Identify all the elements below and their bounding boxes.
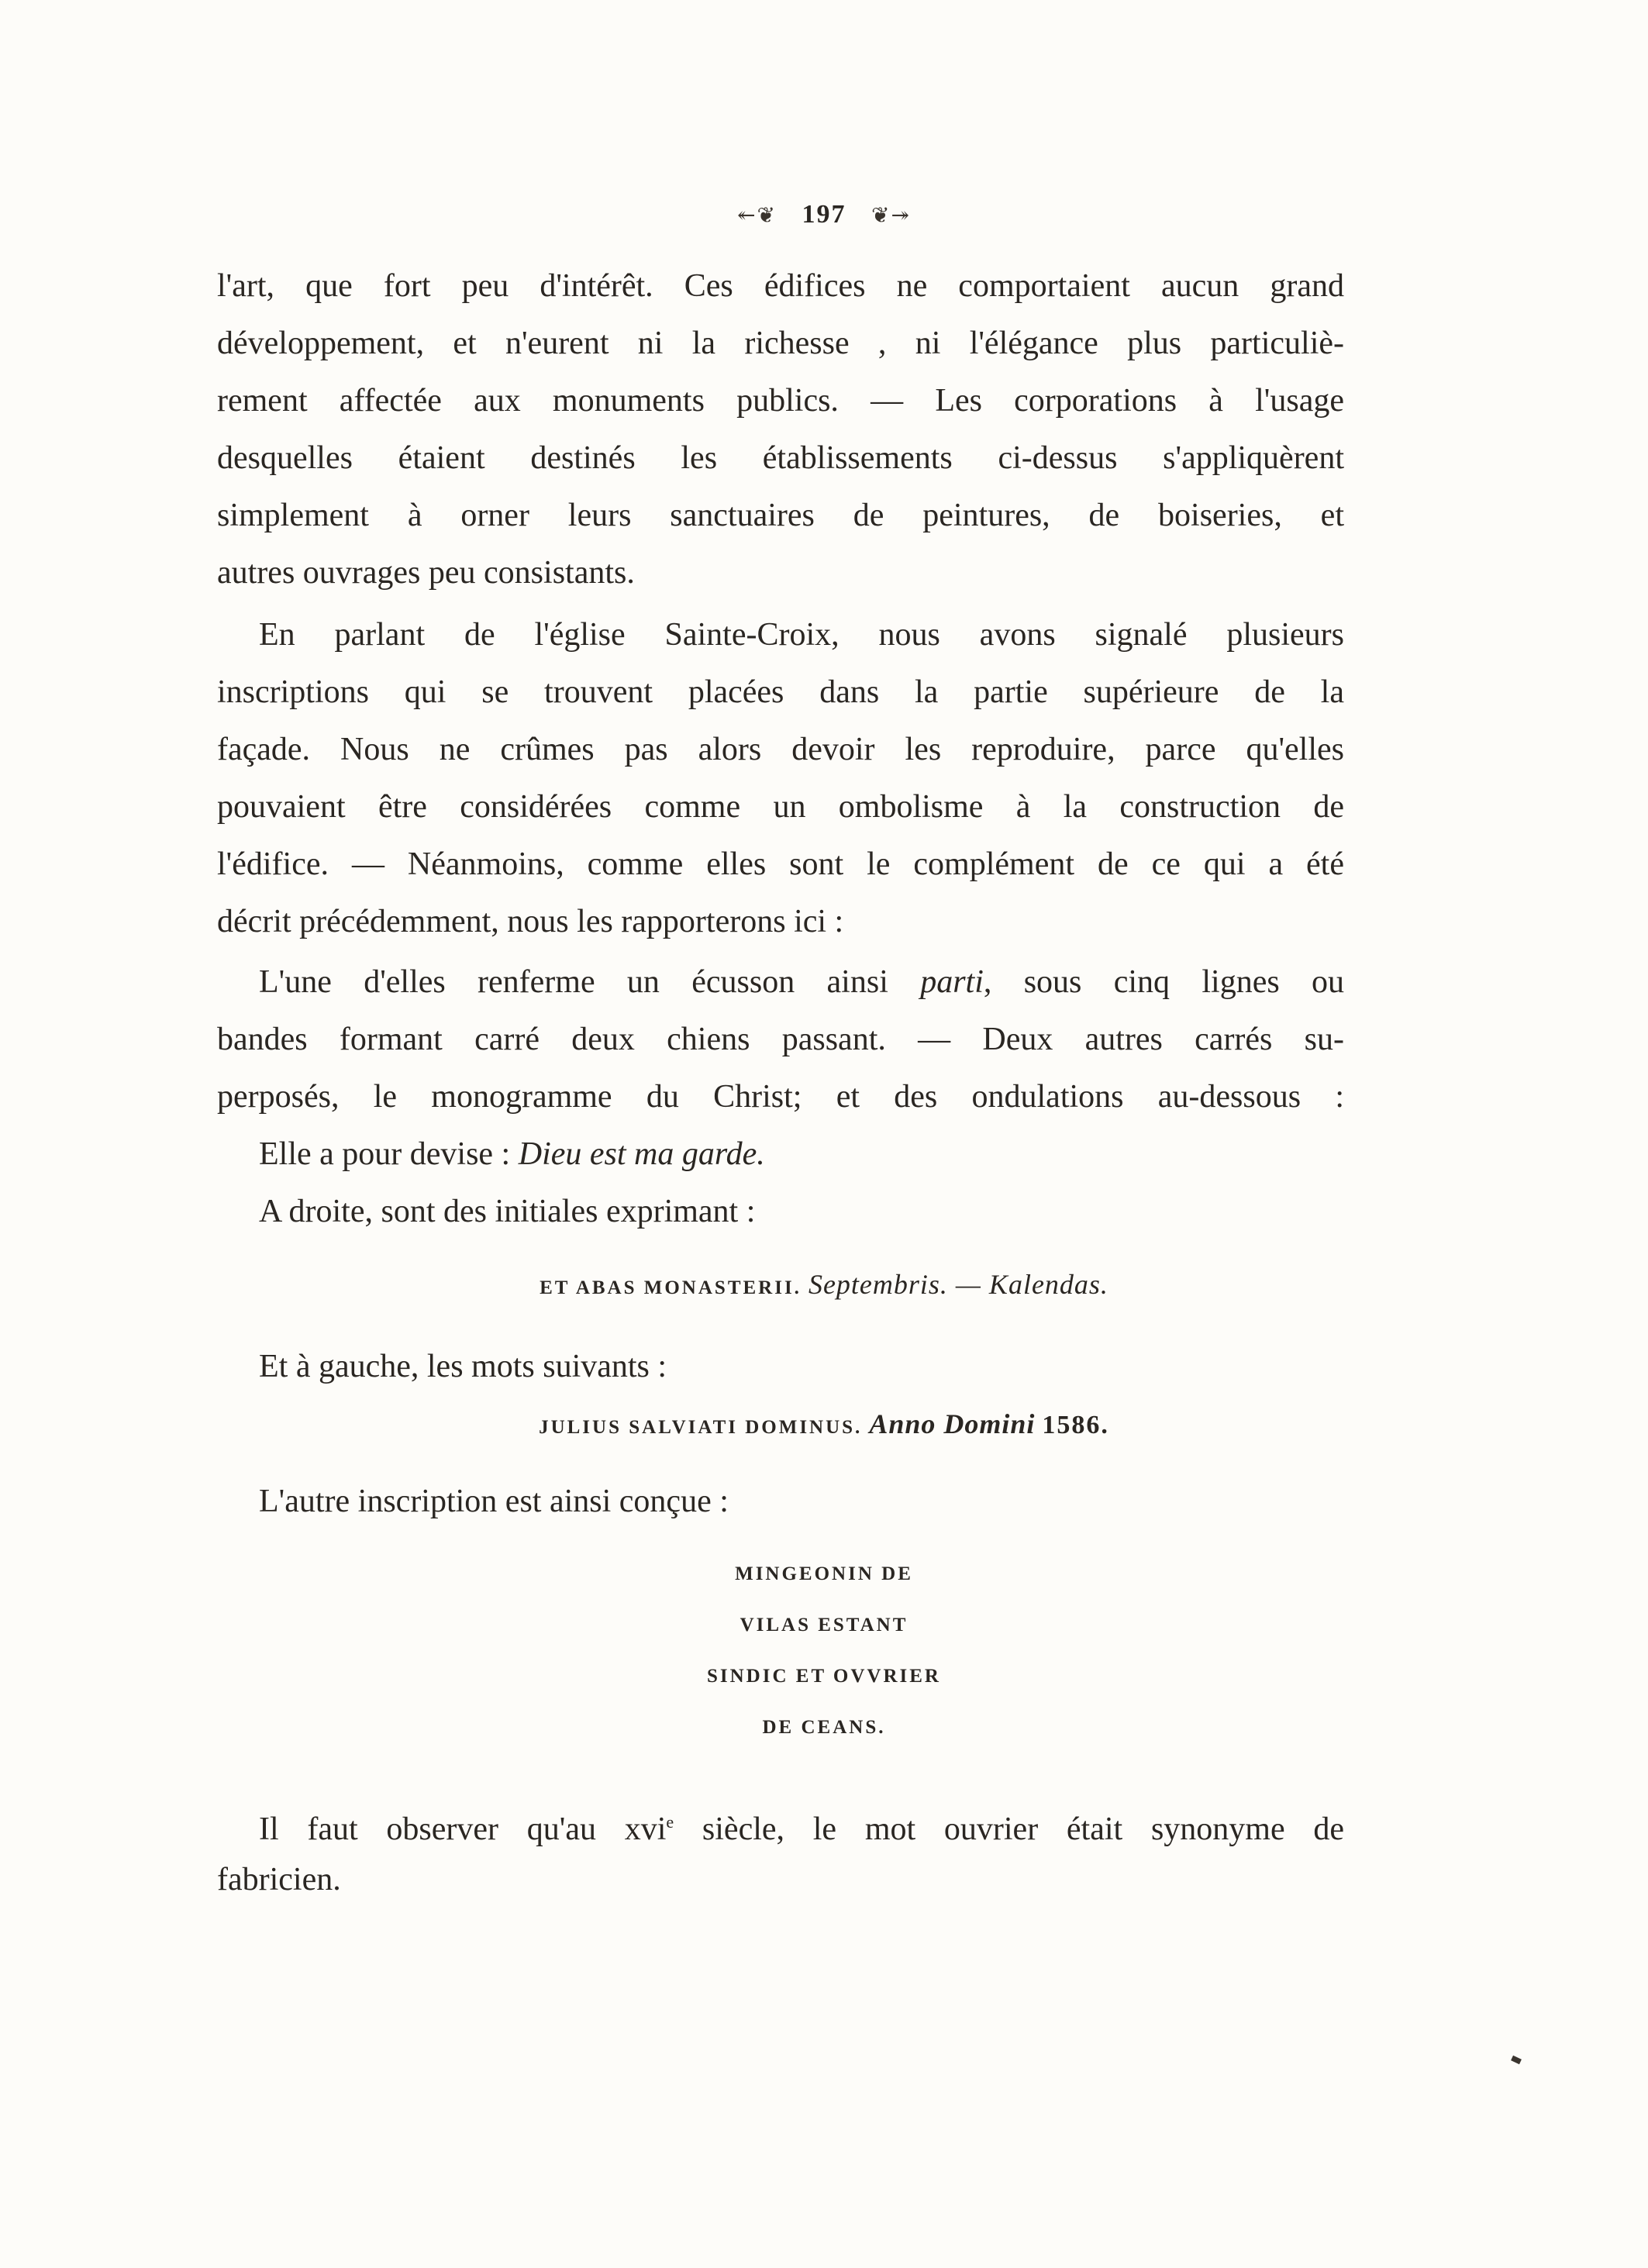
inscription-2 (0, 1408, 1648, 1440)
inscription-3-line (0, 1663, 1648, 1688)
paragraph-line: l'édifice. — Néanmoins, comme elles sont le complément de ce qui a été (217, 846, 1344, 882)
ink-speck (1511, 2056, 1522, 2064)
paragraph-line: bandes formant carré deux chiens passant. — Deux autres carrés su- (217, 1022, 1344, 1057)
text-run: L'une d'elles renferme un écusson ainsi (259, 964, 921, 1000)
paragraph-4 (217, 1794, 1344, 1908)
motto-text: Dieu est ma garde. (518, 1136, 765, 1172)
paragraph-line: inscriptions qui se trouvent placées dans la partie supérieure de la (217, 674, 1344, 710)
paragraph-line (217, 1794, 1344, 1851)
autre-line: L'autre inscription est ainsi conçue : (259, 1484, 729, 1519)
inscription-caps: DE CEANS. (762, 1717, 886, 1738)
ornament-left-icon: ↞❦ (737, 204, 777, 228)
paragraph-line: simplement à orner leurs sanctuaires de peintures, de boiseries, et (217, 498, 1344, 533)
droite-line: A droite, sont des initiales exprimant : (259, 1194, 756, 1229)
paragraph-line: rement affectée aux monuments publics. — Les corporations à l'usage (217, 383, 1344, 419)
inscription-caps: VILAS ESTANT (740, 1615, 908, 1636)
text-run: Elle a pour devise : (259, 1136, 519, 1172)
paragraph-line: En parlant de l'église Sainte-Croix, nous avons signalé plusieurs (259, 617, 1344, 653)
inscription-italic: Anno Domini (869, 1408, 1036, 1439)
inscription-1 (0, 1268, 1648, 1301)
paragraph-line (217, 953, 1344, 1011)
ornament-right-icon: ❦↠ (871, 204, 911, 228)
inscription-caps: MINGEONIN DE (735, 1563, 913, 1584)
paragraph-line: façade. Nous ne crûmes pas alors devoir les reproduire, parce qu'elles (217, 732, 1344, 767)
paragraph-line: pouvaient être considérées comme un ombolisme à la construction de (217, 789, 1344, 825)
autre-paragraph (217, 1473, 1344, 1530)
paragraph-1 (217, 257, 1344, 601)
inscription-3-line (0, 1715, 1648, 1739)
paragraph-2 (217, 606, 1344, 950)
inscription-year: 1586. (1042, 1411, 1109, 1439)
paragraph-line: fabricien. (217, 1862, 341, 1897)
gauche-paragraph (217, 1338, 1344, 1395)
emphasis-parti: parti (920, 964, 984, 1000)
paragraph-line: développement, et n'eurent ni la richesse , ni l'élégance plus particuliè- (217, 326, 1344, 361)
paragraph-line: perposés, le monogramme du Christ; et des ondulations au-dessous : (217, 1079, 1344, 1115)
page-header (0, 200, 1648, 229)
text-run: Il faut observer qu'au (259, 1811, 625, 1847)
century-superscript: e (666, 1812, 674, 1832)
paragraph-3 (217, 953, 1344, 1240)
century-numeral: xvi (624, 1811, 667, 1847)
text-run: siècle, le mot ouvrier était synonyme de (674, 1811, 1344, 1847)
devise-line (217, 1125, 1344, 1183)
paragraph-line: desquelles étaient destinés les établissements ci-dessus s'appliquèrent (217, 440, 1344, 476)
inscription-3-line (0, 1612, 1648, 1637)
page-number: 197 (802, 200, 846, 229)
inscription-caps: ET ABAS MONASTERII. (540, 1277, 802, 1298)
inscription-italic: Septembris. — Kalendas. (808, 1269, 1108, 1300)
text-run: , sous cinq lignes ou (983, 964, 1345, 1000)
paragraph-line: décrit précédemment, nous les rapporterons ici : (217, 904, 844, 939)
inscription-caps: SINDIC ET OVVRIER (707, 1666, 941, 1687)
inscription-3-line (0, 1561, 1648, 1586)
inscription-caps: JULIUS SALVIATI DOMINUS. (539, 1417, 863, 1438)
gauche-line: Et à gauche, les mots suivants : (259, 1349, 667, 1384)
paragraph-line: autres ouvrages peu consistants. (217, 555, 635, 591)
paragraph-line: l'art, que fort peu d'intérêt. Ces édifices ne comportaient aucun grand (217, 268, 1344, 304)
